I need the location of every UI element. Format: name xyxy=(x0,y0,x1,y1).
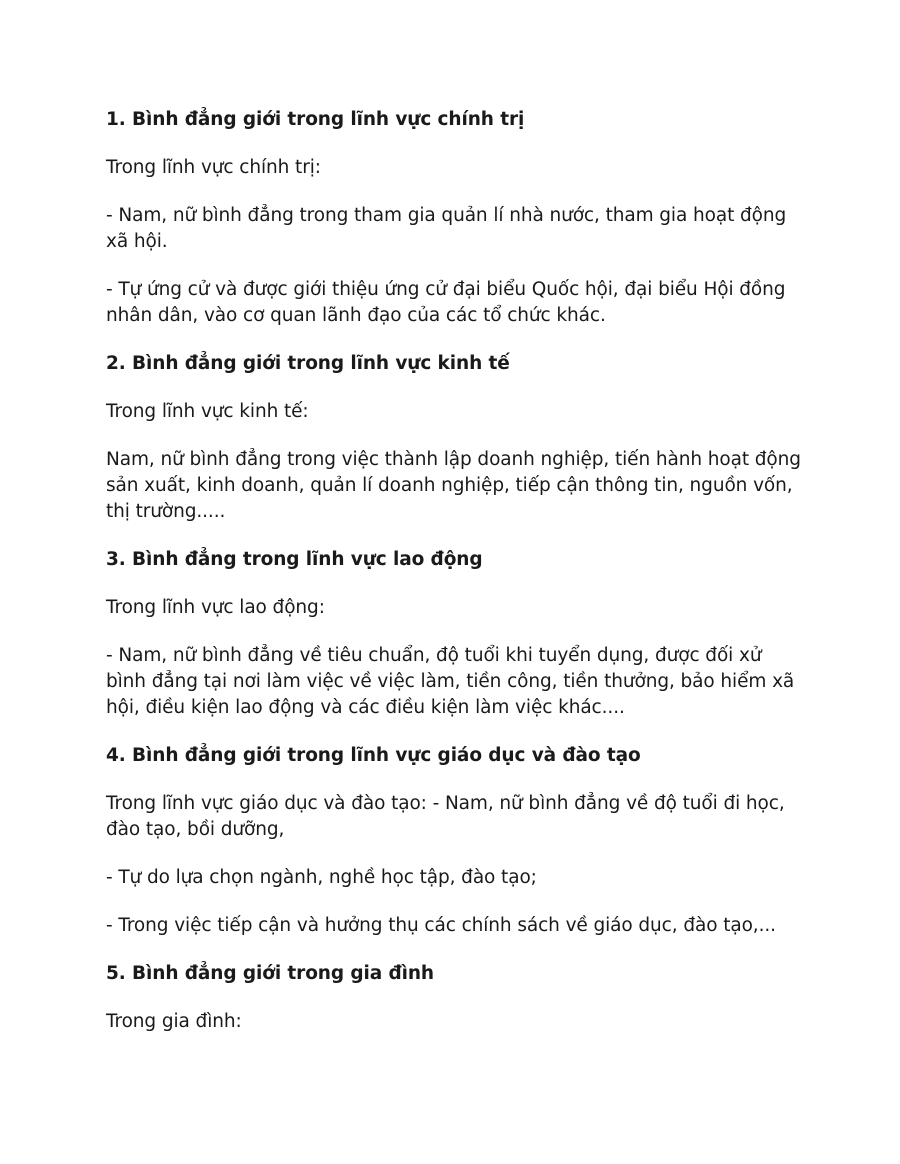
section-3-paragraph-1: Trong lĩnh vực lao động: xyxy=(106,597,325,618)
section-1-paragraph-2: - Nam, nữ bình đẳng trong tham gia quản lí nhà nước, tham gia hoạt động xã hội. xyxy=(106,205,787,252)
section-1-heading: 1. Bình đẳng giới trong lĩnh vực chính trị xyxy=(106,109,525,130)
section-2-paragraph-2: Nam, nữ bình đẳng trong việc thành lập doanh nghiệp, tiến hành hoạt động sản xuất, kinh doanh, quản lí doanh nghiệp, tiếp cận thông tin, nguồn vốn, thị trường..... xyxy=(106,449,801,522)
section-5-heading: 5. Bình đẳng giới trong gia đình xyxy=(106,963,434,984)
section-4-paragraph-2: - Tự do lựa chọn ngành, nghề học tập, đào tạo; xyxy=(106,867,537,888)
section-1-paragraph-1: Trong lĩnh vực chính trị: xyxy=(106,157,321,178)
document-page xyxy=(106,107,806,1057)
section-3-heading: 3. Bình đẳng trong lĩnh vực lao động xyxy=(106,549,483,570)
section-5-paragraph-1: Trong gia đình: xyxy=(106,1011,242,1032)
section-2-heading: 2. Bình đẳng giới trong lĩnh vực kinh tế xyxy=(106,353,510,374)
section-3-paragraph-2: - Nam, nữ bình đẳng về tiêu chuẩn, độ tuổi khi tuyển dụng, được đối xử bình đẳng tại nơi làm việc về việc làm, tiền công, tiền thưởng, bảo hiểm xã hội, điều kiện lao động và các điều kiện làm việc khác.... xyxy=(106,645,795,718)
section-2-paragraph-1: Trong lĩnh vực kinh tế: xyxy=(106,401,309,422)
section-4-heading: 4. Bình đẳng giới trong lĩnh vực giáo dục và đào tạo xyxy=(106,745,641,766)
section-1-paragraph-3: - Tự ứng cử và được giới thiệu ứng cử đại biểu Quốc hội, đại biểu Hội đồng nhân dân, vào cơ quan lãnh đạo của các tổ chức khác. xyxy=(106,279,786,326)
section-4-paragraph-3: - Trong việc tiếp cận và hưởng thụ các chính sách về giáo dục, đào tạo,... xyxy=(106,915,776,936)
section-4-paragraph-1: Trong lĩnh vực giáo dục và đào tạo: - Nam, nữ bình đẳng về độ tuổi đi học, đào tạo, bồi dưỡng, xyxy=(106,793,785,840)
